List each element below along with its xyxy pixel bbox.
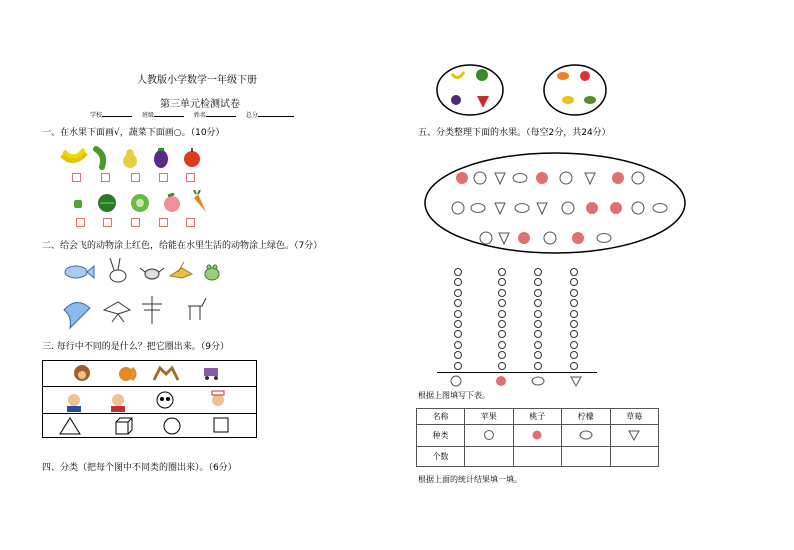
swallow-icon [104,302,130,322]
score-field[interactable] [258,116,294,117]
tally-circle[interactable] [534,268,542,276]
tally-circle[interactable] [534,362,542,370]
answer-box[interactable] [186,218,195,227]
banana-icon [62,149,86,161]
apple-outline-icon [562,202,574,214]
cabbage-icon [131,194,149,212]
answer-box[interactable] [72,173,81,182]
tally-circle[interactable] [454,320,462,328]
panda-icon [157,392,173,408]
tally-circle[interactable] [498,278,506,286]
tally-circle[interactable] [534,341,542,349]
fruit-group-oval [437,65,503,115]
duck-icon [562,96,574,104]
lemon-outline-icon [597,234,611,243]
vegetables-row-icons [70,190,215,215]
section-1-heading: 一、在水果下面画√，蔬菜下面画○。（10分） [42,128,225,138]
fruits-row-icons [58,145,208,170]
page-subtitle: 第三单元检测试卷 [160,99,240,110]
score-label: 总分 [245,112,258,119]
footer-note: 根据上面的统计结果填一填。 [418,475,522,484]
lemon-outline-icon [471,204,485,213]
camel-icon [154,368,178,380]
tally-circle[interactable] [454,299,462,307]
banana-icon [452,72,464,78]
tally-circle[interactable] [454,351,462,359]
lemon-outline-icon [532,377,544,385]
dragonfly-icon [142,296,162,324]
nurse-icon [212,391,224,406]
school-field[interactable] [102,116,132,117]
peach-icon [496,376,506,386]
tally-circle[interactable] [498,341,506,349]
tally-circle[interactable] [570,341,578,349]
strawberry-outline-icon [495,173,505,184]
horse-icon [188,298,206,320]
lemon-outline-icon [513,174,527,183]
answer-box[interactable] [159,173,168,182]
apple-outline-icon [632,202,644,214]
tally-circle[interactable] [454,341,462,349]
lemon-outline-icon [515,204,529,213]
count-cell[interactable] [610,447,659,467]
pear-icon [123,149,137,168]
class-field[interactable] [154,116,184,117]
frog-icon [205,265,219,280]
tally-circle[interactable] [534,299,542,307]
peach-icon [586,202,598,214]
answer-box[interactable] [131,173,140,182]
table-header: 苹果 [465,409,514,425]
section-5-heading: 五、分类整理下面的水果。（每空2分，共24分） [418,128,611,138]
school-label: 学校 [90,112,103,119]
fish-icon [65,266,94,278]
triangle-icon [60,418,80,434]
apple-icon [184,148,200,167]
tally-circle[interactable] [570,278,578,286]
group-ovals [430,62,610,122]
tally-circle[interactable] [570,362,578,370]
answer-box[interactable] [103,218,112,227]
tally-circle[interactable] [570,330,578,338]
section-2-heading: 二、给会飞的动物涂上红色，给能在水里生活的动物涂上绿色。（7分） [42,241,323,251]
tally-circle[interactable] [570,310,578,318]
tally-circle[interactable] [570,320,578,328]
answer-box[interactable] [76,218,85,227]
tally-circle[interactable] [498,299,506,307]
tally-circle[interactable] [534,330,542,338]
table-header: 柠檬 [562,409,611,425]
apple-outline-icon [632,172,644,184]
table-header: 名称 [417,409,465,425]
girl-icon [111,394,125,412]
strawberry-icon [477,96,489,108]
peach-icon [612,172,624,184]
square-icon [214,418,228,432]
tally-circle[interactable] [454,289,462,297]
peach-icon [518,232,530,244]
apple-outline-icon [465,425,514,447]
tally-circle[interactable] [454,310,462,318]
apple-outline-icon [474,172,486,184]
count-cell[interactable] [465,447,514,467]
tally-circle[interactable] [498,351,506,359]
grapes-icon [451,95,461,105]
peach-icon [456,172,468,184]
tally-circle[interactable] [454,278,462,286]
strawberry-outline-icon [585,173,595,184]
tally-circle[interactable] [534,310,542,318]
strawberry-outline-icon [571,377,581,386]
strawberry-outline-icon [495,203,505,214]
turtle-icon [584,96,596,104]
rabbit-icon [110,258,126,282]
tally-circle[interactable] [570,289,578,297]
count-cell[interactable] [513,447,562,467]
apple-outline-icon [452,202,464,214]
peach-icon [572,232,584,244]
tally-circle[interactable] [534,320,542,328]
strawberry-outline-icon [499,233,509,244]
tally-circle[interactable] [570,268,578,276]
row-label-kind: 种类 [417,425,465,447]
apple-outline-icon [451,376,461,386]
crab-icon [140,268,164,279]
tally-circle[interactable] [498,310,506,318]
count-cell[interactable] [562,447,611,467]
squirrel-icon [119,367,135,381]
tally-circle[interactable] [498,268,506,276]
peach-icon [164,194,180,212]
apple-outline-icon [480,232,492,244]
toy-car-icon [204,368,218,380]
tally-circle[interactable] [498,330,506,338]
name-label: 姓名 [193,112,206,119]
strawberry-outline-icon [610,425,659,447]
tally-circle[interactable] [570,351,578,359]
answer-box[interactable] [131,218,140,227]
lemon-outline-icon [562,425,611,447]
tally-circle[interactable] [570,299,578,307]
name-field[interactable] [206,116,236,117]
answer-box[interactable] [186,173,195,182]
info-fields [90,110,330,119]
eggplant-icon [154,148,168,168]
goldfish-icon [557,72,569,80]
row-label-count: 个数 [417,447,465,467]
boy-icon [67,394,81,412]
tally-circle[interactable] [498,362,506,370]
monkey-icon [74,365,90,381]
peach-icon [610,202,622,214]
fruit-count-table [416,408,659,467]
tally-circle[interactable] [534,278,542,286]
answer-box[interactable] [101,173,110,182]
tally-circle[interactable] [454,268,462,276]
tally-circle[interactable] [498,289,506,297]
tally-fruit-icons [447,374,597,388]
section-4-heading: 四、分类（把每个图中不同类的圈出来）。（6分） [42,463,237,473]
odd-one-out-icons [42,360,257,438]
fruit-collection-oval [420,150,690,260]
table-header: 桃子 [513,409,562,425]
tally-circle[interactable] [498,320,506,328]
answer-box[interactable] [159,218,168,227]
tally-circle[interactable] [534,351,542,359]
carrot-icon [194,190,206,212]
watermelon-icon [98,194,116,212]
section-3-heading: 三. 每行中不同的是什么？把它圈出来。（9分） [42,342,229,352]
pepper-icon [96,149,103,167]
animal-group-oval [544,65,606,115]
circle-icon [164,418,180,434]
bird-icon [170,262,192,278]
tally-baseline [437,372,597,373]
strawberry-outline-icon [537,203,547,214]
table-header: 草莓 [610,409,659,425]
broccoli-icon [476,69,488,81]
table-caption: 根据上图填写下表。 [418,391,490,400]
peach-icon [536,172,548,184]
apple-outline-icon [560,172,572,184]
animals-icons [60,258,225,333]
green-pepper-icon [74,200,82,208]
tally-circle[interactable] [454,362,462,370]
dolphin-icon [64,302,90,328]
apple-outline-icon [544,232,556,244]
tally-circle[interactable] [534,289,542,297]
lemon-outline-icon [653,204,667,213]
cube-icon [116,418,132,434]
page-title: 人教版小学数学一年级下册 [137,75,257,86]
tally-circle[interactable] [454,330,462,338]
class-label: 班级 [141,112,154,119]
parrot-icon [580,71,590,81]
peach-icon [513,425,562,447]
